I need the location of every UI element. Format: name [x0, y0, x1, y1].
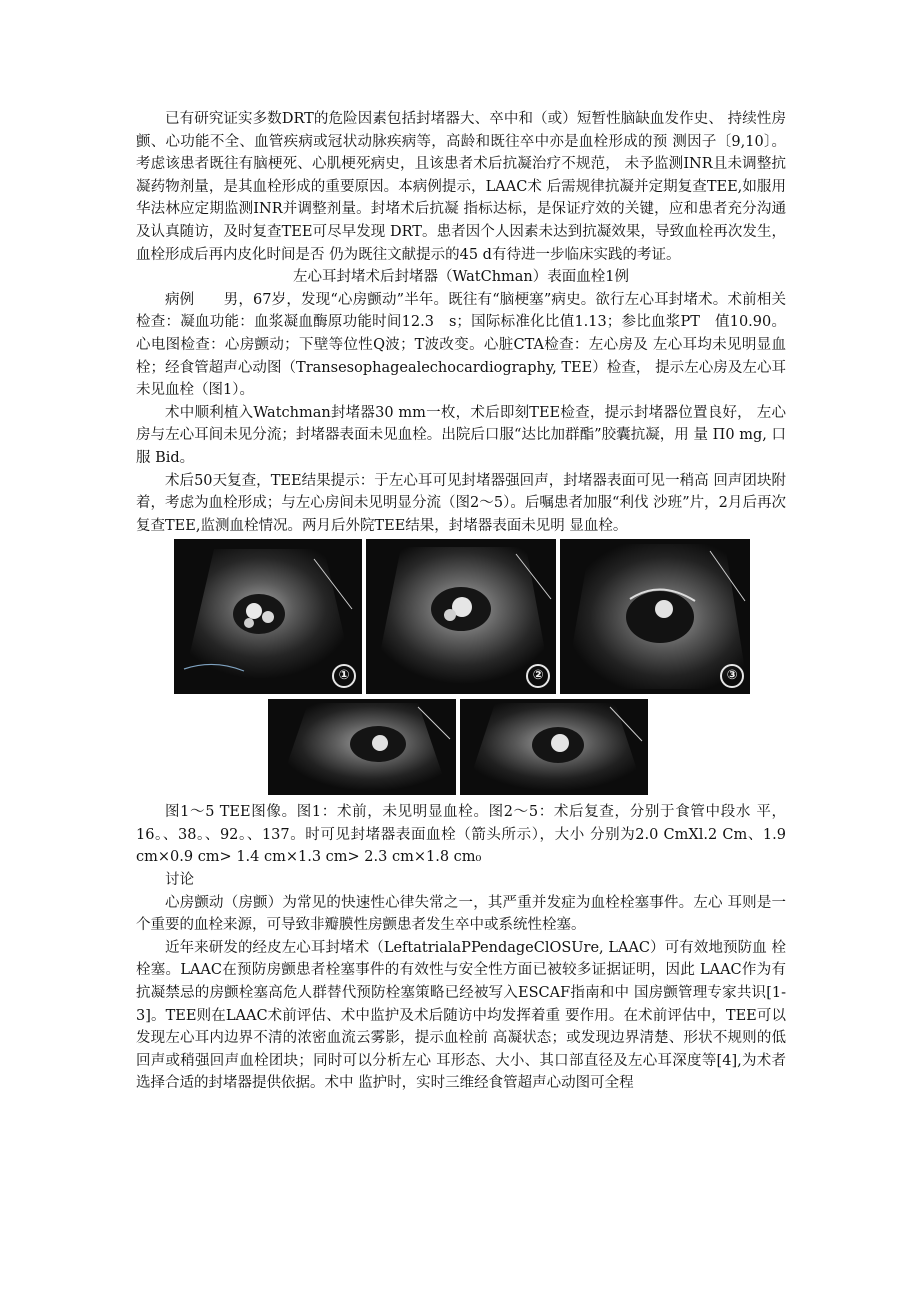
figure-number-3: ③	[720, 664, 744, 688]
figure-number-1: ①	[332, 664, 356, 688]
document-page	[136, 108, 786, 1095]
tee-image-3	[560, 539, 750, 694]
figure-number-2: ②	[526, 664, 550, 688]
tee-image-5	[460, 699, 648, 795]
paragraph-af-intro: 心房颤动（房颤）为常见的快速性心律失常之一，其严重并发症为血栓栓塞事件。左心 耳则是一个重要的血栓来源，可导致非瓣膜性房颤患者发生卒中或系统性栓塞。	[136, 894, 786, 934]
paragraph-procedure: 术中顺利植入Watchman封堵器30 mm一枚，术后即刻TEE检查，提示封堵器位置良好， 左心房与左心耳间未见分流；封堵器表面未见血栓。出院后口服“达比加群酯”胶囊抗凝，用 量 Π0 mg, 口服 Bid。	[136, 404, 786, 466]
tee-image-2	[366, 539, 556, 694]
case-title: 左心耳封堵术后封堵器（WatChman）表面血栓1例	[292, 269, 629, 286]
tee-figure	[136, 539, 786, 797]
tee-image-1	[174, 539, 362, 694]
paragraph-laac: 近年来研发的经皮左心耳封堵术（LeftatrialaPPendageClOSUre, LAAC）可有效地预防血 栓栓塞。LAAC在预防房颤患者栓塞事件的有效性与安全性方面已被较多证据证明，因此 LAAC作为有抗凝禁忌的房颤栓塞高危人群替代预防栓塞策略已经被写入ESCAF指南和中 国房颤管理专家共识[1-3]。TEE则在LAAC术前评估、术中监护及术后随访中均发挥着重 要作用。在术前评估中，TEE可以发现左心耳内边界不清的浓密血流云雾影，提示血栓前 高凝状态；或发现边界清楚、形状不规则的低回声或稍强回声血栓团块；同时可以分析左心 耳形态、大小、其口部直径及左心耳深度等[4],为术者选择合适的封堵器提供依据。术中 监护时，实时三维经食管超声心动图可全程	[136, 939, 786, 1092]
paragraph-drt-risk: 已有研究证实多数DRT的危险因素包括封堵器大、卒中和（或）短暂性脑缺血发作史、 持续性房颤、心功能不全、血管疾病或冠状动脉疾病等，高龄和既往卒中亦是血栓形成的预 测因子〔9,10〕。考虑该患者既往有脑梗死、心肌梗死病史，且该患者术后抗凝治疗不规范， 未予监测INR且未调整抗凝药物剂量，是其血栓形成的重要原因。本病例提示，LAAC术 后需规律抗凝并定期复查TEE,如服用华法林应定期监测INR并调整剂量。封堵术后抗凝 指标达标，是保证疗效的关键，应和患者充分沟通及认真随访，及时复查TEE可尽早发现 DRT。患者因个人因素未达到抗凝效果，导致血栓再次发生，血栓形成后再内皮化时间是否 仍为既往文献提示的45 d有待进一步临床实践的考证。	[136, 111, 786, 263]
paragraph-followup: 术后50天复查，TEE结果提示：于左心耳可见封堵器强回声，封堵器表面可见一稍高 回声团块附着，考虑为血栓形成；与左心房间未见明显分流（图2～5）。后嘱患者加服“利伐 沙班”片，2月后再次复查TEE,监测血栓情况。两月后外院TEE结果，封堵器表面未见明 显血栓。	[136, 472, 786, 534]
figure-caption: 图1～5 TEE图像。图1：术前，未见明显血栓。图2～5：术后复查，分别于食管中段水 平，16。、38。、92。、137。时可见封堵器表面血栓（箭头所示），大小 分别为2.0 CmXl.2 Cm、1.9 cm×0.9 cm> 1.4 cm×1.3 cm> 2.3 cm×1.8 cm₀	[136, 804, 786, 866]
discussion-heading: 讨论	[165, 872, 194, 889]
paragraph-case: 病例 男，67岁，发现“心房颤动”半年。既往有“脑梗塞”病史。欲行左心耳封堵术。术前相关检查：凝血功能：血浆凝血酶原功能时间12.3 s；国际标准化比值1.13；参比血浆PT 值10.90。心电图检查：心房颤动；下壁等位性Q波；T波改变。心脏CTA检查：左心房及 左心耳均未见明显血栓；经食管超声心动图（Transesophagealechocardiography, TEE）检查， 提示左心房及左心耳未见血栓（图1）。	[136, 291, 786, 399]
tee-image-4	[268, 699, 456, 795]
